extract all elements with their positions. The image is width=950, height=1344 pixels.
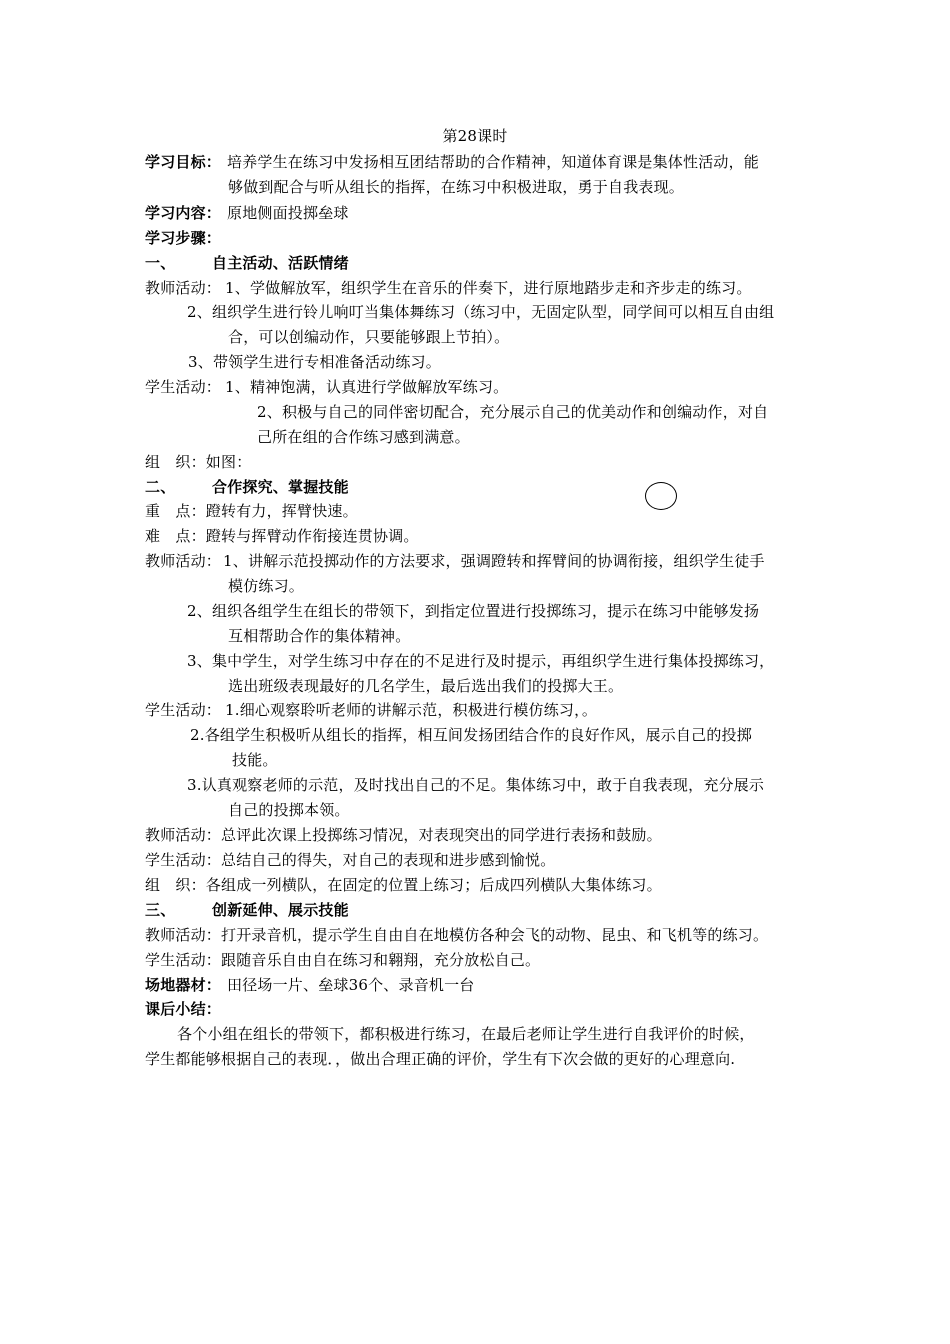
section2-teacher-item-1-cont: 模仿练习。 (228, 577, 305, 595)
section2-teacher-item-2-cont: 互相帮助合作的集体精神。 (228, 627, 411, 645)
section1-teacher-label: 教师活动： (145, 279, 222, 297)
steps-label: 学习步骤： (145, 229, 222, 247)
section1-organization: 组 织：如图： (145, 453, 252, 471)
section2-student-item-3: 3.认真观察老师的示范，及时找出自己的不足。集体练习中，敢于自我表现，充分展示 (187, 776, 765, 794)
section2-teacher-item-2: 2、组织各组学生在组长的带领下，到指定位置进行投掷练习，提示在练习中能够发扬 (187, 602, 760, 620)
objective-label: 学习目标： (145, 153, 222, 171)
section1-student-item-1: 1、精神饱满，认真进行学做解放军练习。 (225, 378, 509, 396)
section1-title: 自主活动、活跃情绪 (212, 254, 349, 272)
section2-teacher-item-3-cont: 选出班级表现最好的几名学生，最后选出我们的投掷大王。 (228, 677, 624, 695)
content-text: 原地侧面投掷垒球 (227, 204, 349, 222)
equipment-text: 田径场一片、垒球36个、录音机一台 (227, 976, 475, 994)
objective-line2: 够做到配合与听从组长的指挥，在练习中积极进取，勇于自我表现。 (228, 178, 685, 196)
section2-teacher-summary: 教师活动：总评此次课上投掷练习情况，对表现突出的同学进行表扬和鼓励。 (145, 826, 662, 844)
section2-student-item-2-cont: 技能。 (232, 751, 278, 769)
section2-number: 二、 (145, 478, 176, 496)
section3-number: 三、 (145, 901, 176, 919)
page-title: 第28课时 (442, 127, 508, 145)
section1-student-label: 学生活动： (145, 378, 222, 396)
section1-student-item-2: 2、积极与自己的同伴密切配合，充分展示自己的优美动作和创编动作，对自 (257, 403, 769, 421)
section1-number: 一、 (145, 254, 176, 272)
section2-teacher-item-1: 1、讲解示范投掷动作的方法要求，强调蹬转和挥臂间的协调衔接，组织学生徒手 (223, 552, 765, 570)
summary-line2: 学生都能够根据自己的表现．，做出合理正确的评价，学生有下次会做的更好的心理意向. (145, 1050, 736, 1068)
summary-label: 课后小结： (145, 1000, 222, 1018)
section3-title: 创新延伸、展示技能 (212, 901, 349, 919)
section2-organization: 组 织：各组成一列横队，在固定的位置上练习；后成四列横队大集体练习。 (145, 876, 662, 894)
section2-student-item-3-cont: 自己的投掷本领。 (228, 801, 350, 819)
section2-teacher-item-3: 3、集中学生，对学生练习中存在的不足进行及时提示，再组织学生进行集体投掷练习， (187, 652, 775, 670)
section2-student-label: 学生活动： (145, 701, 222, 719)
section1-teacher-item-2-cont: 合，可以创编动作，只要能够跟上节拍）。 (228, 328, 510, 346)
section1-teacher-item-2: 2、组织学生进行铃儿响叮当集体舞练习（练习中，无固定队型，同学间可以相互自由组 (187, 303, 775, 321)
section2-key-point: 重 点：蹬转有力，挥臂快速。 (145, 502, 358, 520)
objective-line1: 培养学生在练习中发扬相互团结帮助的合作精神，知道体育课是集体性活动，能 (227, 153, 760, 171)
formation-circle-diagram (645, 482, 677, 510)
content-label: 学习内容： (145, 204, 222, 222)
section2-student-item-2: 2.各组学生积极听从组长的指挥，相互间发扬团结合作的良好作风，展示自己的投掷 (190, 726, 752, 744)
section2-teacher-label: 教师活动： (145, 552, 222, 570)
section3-student: 学生活动：跟随音乐自由自在练习和翱翔，充分放松自己。 (145, 951, 541, 969)
section2-difficulty: 难 点：蹬转与挥臂动作衔接连贯协调。 (145, 527, 419, 545)
equipment-label: 场地器材： (145, 976, 222, 994)
section1-teacher-item-3: 3、带领学生进行专相准备活动练习。 (188, 353, 441, 371)
section1-student-item-2-cont: 己所在组的合作练习感到满意。 (257, 428, 470, 446)
summary-line1: 各个小组在组长的带领下，都积极进行练习，在最后老师让学生进行自我评价的时候， (177, 1025, 755, 1043)
section2-student-summary: 学生活动：总结自己的得失，对自己的表现和进步感到愉悦。 (145, 851, 556, 869)
section2-student-item-1: 1.细心观察聆听老师的讲解示范，积极进行模仿练习，。 (225, 701, 598, 719)
section3-teacher: 教师活动：打开录音机，提示学生自由自在地模仿各种会飞的动物、昆虫、和飞机等的练习。 (145, 926, 769, 944)
section1-teacher-item-1: 1、学做解放军，组织学生在音乐的伴奏下，进行原地踏步走和齐步走的练习。 (225, 279, 752, 297)
section2-title: 合作探究、掌握技能 (212, 478, 349, 496)
